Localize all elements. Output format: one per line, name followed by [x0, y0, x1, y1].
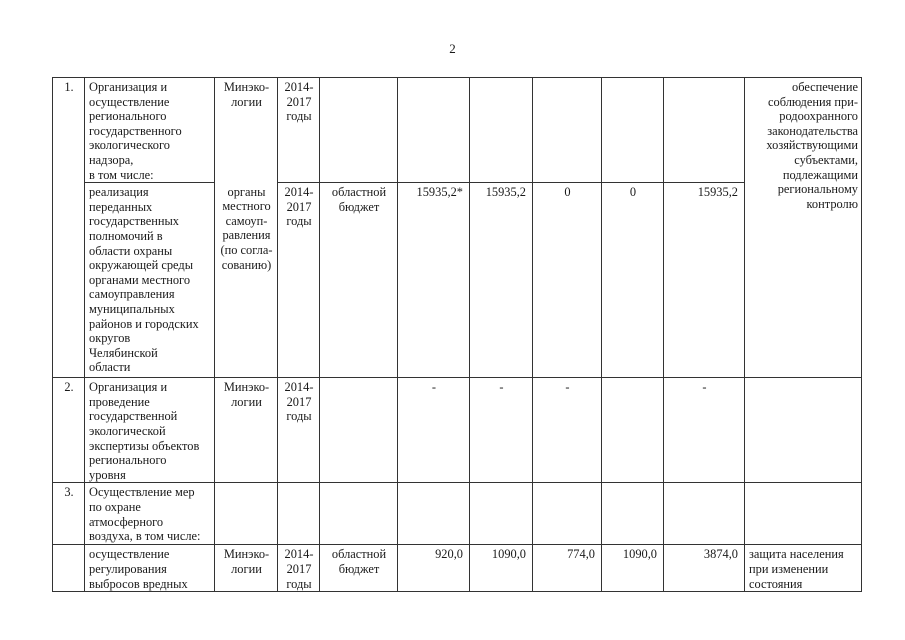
value-2015: 774,0	[533, 545, 602, 592]
row-number	[53, 183, 85, 378]
row-number: 2.	[53, 378, 85, 483]
funding-source	[320, 78, 398, 183]
value-2014: -	[470, 378, 533, 483]
funding-source: областной бюджет	[320, 545, 398, 592]
value-total: 15935,2*	[398, 183, 470, 378]
value-2016	[602, 378, 664, 483]
page-number: 2	[449, 41, 456, 56]
value-total: -	[398, 378, 470, 483]
value-2015	[533, 483, 602, 545]
funding-source	[320, 378, 398, 483]
value-2016	[602, 78, 664, 183]
period: 2014- 2017 годы	[278, 183, 320, 378]
value-2017	[664, 483, 745, 545]
value-2015: 0	[533, 183, 602, 378]
value-2017: 3874,0	[664, 545, 745, 592]
expected-result: защита населения при изменении состояния	[745, 545, 862, 592]
value-2015: -	[533, 378, 602, 483]
table-row	[53, 183, 862, 378]
executor: органы местного самоуп- равления (по согла- сованию)	[215, 183, 278, 378]
expected-result	[745, 378, 862, 483]
executor	[215, 483, 278, 545]
executor: Минэко- логии	[215, 545, 278, 592]
table-row	[53, 545, 862, 592]
expected-result: обеспечение соблюдения при- родоохранного законодательства хозяйствующими субъектами, подлежащими региональному контролю	[745, 78, 862, 378]
row-number	[53, 545, 85, 592]
value-2016: 0	[602, 183, 664, 378]
value-total	[398, 483, 470, 545]
activity-name: Организация и проведение государственной экологической экспертизы объектов регионального уровня	[85, 378, 215, 483]
activity-name: осуществление регулирования выбросов вредных	[85, 545, 215, 592]
table-row	[53, 378, 862, 483]
table-row	[53, 78, 862, 183]
value-total	[398, 78, 470, 183]
value-2014	[470, 78, 533, 183]
row-number: 3.	[53, 483, 85, 545]
value-total: 920,0	[398, 545, 470, 592]
funding-source	[320, 483, 398, 545]
value-2014: 1090,0	[470, 545, 533, 592]
executor: Минэко- логии	[215, 78, 278, 183]
period: 2014- 2017 годы	[278, 78, 320, 183]
value-2014: 15935,2	[470, 183, 533, 378]
value-2015	[533, 78, 602, 183]
value-2017: 15935,2	[664, 183, 745, 378]
value-2014	[470, 483, 533, 545]
activity-name: Осуществление мер по охране атмосферного воздуха, в том числе:	[85, 483, 215, 545]
period: 2014- 2017 годы	[278, 378, 320, 483]
value-2017	[664, 78, 745, 183]
period: 2014- 2017 годы	[278, 545, 320, 592]
table-row	[53, 483, 862, 545]
value-2016: 1090,0	[602, 545, 664, 592]
value-2017: -	[664, 378, 745, 483]
expected-result	[745, 483, 862, 545]
period	[278, 483, 320, 545]
program-table	[52, 77, 862, 592]
activity-name: Организация и осуществление регионального государственного экологического надзора, в том числе:	[85, 78, 215, 183]
funding-source: областной бюджет	[320, 183, 398, 378]
executor: Минэко- логии	[215, 378, 278, 483]
value-2016	[602, 483, 664, 545]
activity-name: реализация переданных государственных полномочий в области охраны окружающей среды органами местного самоуправления муниципальных районов и городских округов Челябинской области	[85, 183, 215, 378]
row-number: 1.	[53, 78, 85, 183]
